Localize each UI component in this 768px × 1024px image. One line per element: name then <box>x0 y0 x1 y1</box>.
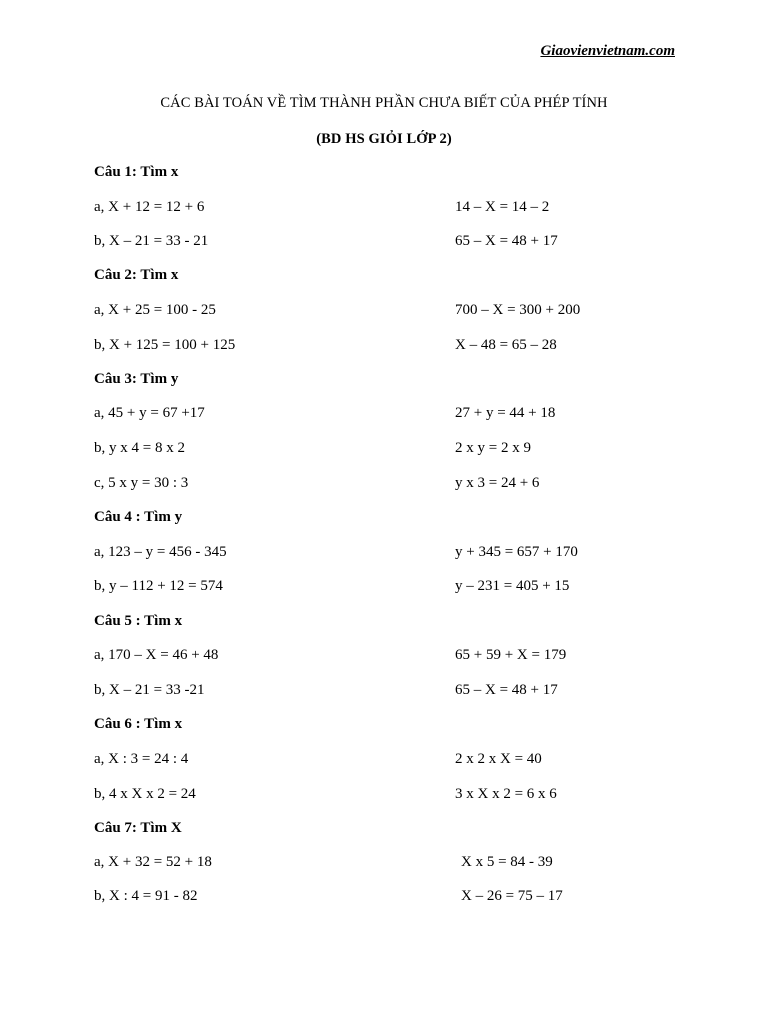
exercise-left: b, X – 21 = 33 -21 <box>94 682 205 698</box>
document-title: CÁC BÀI TOÁN VỀ TÌM THÀNH PHẦN CHƯA BIẾT CỦA PHÉP TÍNH <box>160 95 608 111</box>
exercise-left: b, y – 112 + 12 = 574 <box>94 578 223 594</box>
exercise-left: a, X + 25 = 100 - 25 <box>94 302 216 318</box>
exercise-right: 65 – X = 48 + 17 <box>455 682 558 698</box>
exercise-row <box>94 302 694 322</box>
exercise-left: c, 5 x y = 30 : 3 <box>94 475 189 491</box>
exercise-right: 65 + 59 + X = 179 <box>455 647 567 663</box>
exercise-right: X – 48 = 65 – 28 <box>455 337 557 353</box>
exercise-left: b, X : 4 = 91 - 82 <box>94 888 198 904</box>
exercise-right: y + 345 = 657 + 170 <box>455 544 578 560</box>
exercise-right: 700 – X = 300 + 200 <box>455 302 581 318</box>
exercise-row <box>94 682 694 702</box>
exercise-right: 27 + y = 44 + 18 <box>455 405 556 421</box>
exercise-right: y x 3 = 24 + 6 <box>455 475 540 491</box>
exercise-row <box>94 578 694 598</box>
question-heading: Câu 5 : Tìm x <box>94 613 183 629</box>
question-heading: Câu 2: Tìm x <box>94 267 179 283</box>
exercise-row <box>94 405 694 425</box>
exercise-left: a, X + 12 = 12 + 6 <box>94 199 205 215</box>
question-heading: Câu 1: Tìm x <box>94 164 179 180</box>
exercise-left: a, 123 – y = 456 - 345 <box>94 544 227 560</box>
exercise-row <box>94 440 694 460</box>
question-heading: Câu 4 : Tìm y <box>94 509 183 525</box>
exercise-row <box>94 199 694 219</box>
exercise-right: 2 x y = 2 x 9 <box>455 440 531 456</box>
exercise-row <box>94 233 694 253</box>
exercise-left: b, 4 x X x 2 = 24 <box>94 786 196 802</box>
exercise-right: 14 – X = 14 – 2 <box>455 199 550 215</box>
exercise-row <box>94 786 694 806</box>
exercise-right: X x 5 = 84 - 39 <box>461 854 553 870</box>
exercise-row <box>94 544 694 564</box>
exercise-row <box>94 751 694 771</box>
exercise-left: a, X + 32 = 52 + 18 <box>94 854 212 870</box>
question-heading: Câu 3: Tìm y <box>94 371 179 387</box>
question-heading: Câu 6 : Tìm x <box>94 716 183 732</box>
exercise-left: b, y x 4 = 8 x 2 <box>94 440 185 456</box>
exercise-left: a, X : 3 = 24 : 4 <box>94 751 189 767</box>
exercise-left: b, X – 21 = 33 - 21 <box>94 233 209 249</box>
website-link[interactable]: Giaovienvietnam.com <box>540 43 675 59</box>
exercise-right: X – 26 = 75 – 17 <box>461 888 563 904</box>
exercise-left: b, X + 125 = 100 + 125 <box>94 337 236 353</box>
question-heading: Câu 7: Tìm X <box>94 820 182 836</box>
exercise-left: a, 45 + y = 67 +17 <box>94 405 205 421</box>
exercise-row <box>94 475 694 495</box>
exercise-left: a, 170 – X = 46 + 48 <box>94 647 219 663</box>
exercise-right: 65 – X = 48 + 17 <box>455 233 558 249</box>
exercise-row <box>94 647 694 667</box>
exercise-row <box>94 854 694 874</box>
document-subtitle: (BD HS GIỎI LỚP 2) <box>316 131 452 147</box>
exercise-right: 2 x 2 x X = 40 <box>455 751 542 767</box>
exercise-row <box>94 337 694 357</box>
exercise-right: 3 x X x 2 = 6 x 6 <box>455 786 557 802</box>
exercise-row <box>94 888 694 908</box>
exercise-right: y – 231 = 405 + 15 <box>455 578 570 594</box>
